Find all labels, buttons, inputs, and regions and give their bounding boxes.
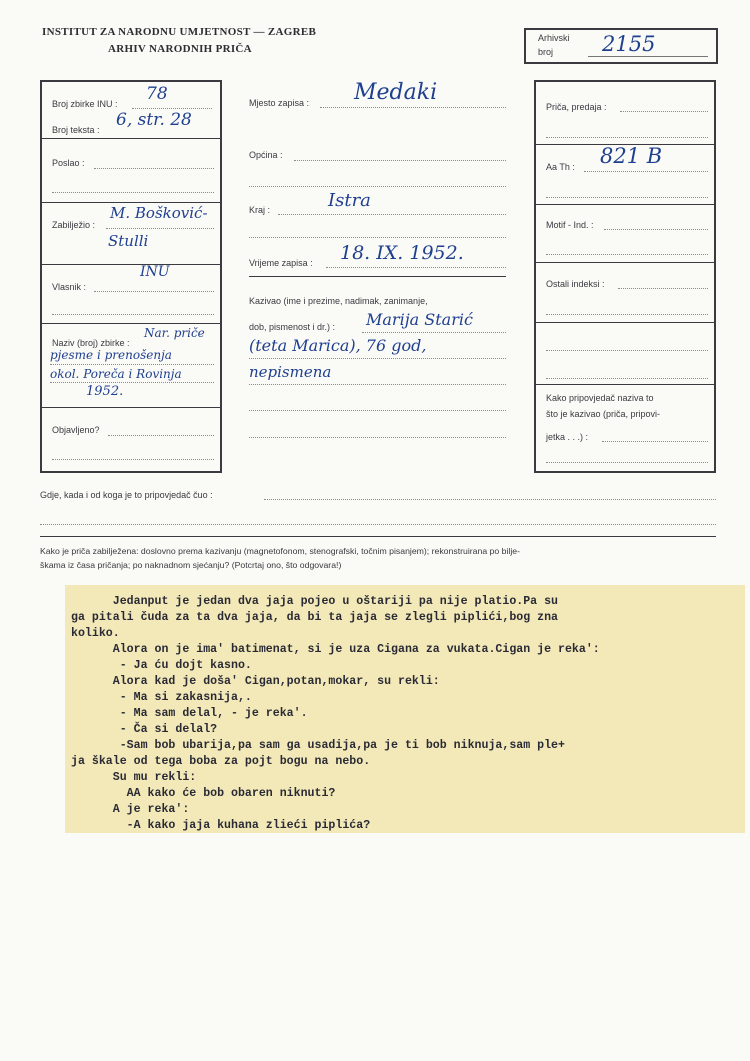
aath-label: Aa Th : xyxy=(546,162,575,172)
dotted-line xyxy=(546,314,708,315)
dotted-line xyxy=(604,229,708,230)
owner-value: INU xyxy=(140,264,170,280)
dotted-line xyxy=(94,291,214,292)
date-value: 18. IX. 1952. xyxy=(340,242,464,264)
narrator-term-label-2: što je kazivao (priča, pripovi- xyxy=(546,409,661,419)
dotted-line xyxy=(249,186,506,187)
dotted-line xyxy=(52,314,214,315)
dotted-line xyxy=(249,410,506,411)
date-label: Vrijeme zapisa : xyxy=(249,258,313,268)
dotted-line xyxy=(249,384,506,385)
story-line: AA kako će bob obaren niknuti? xyxy=(71,787,336,800)
archive-number-label-2: broj xyxy=(538,47,554,57)
dotted-line xyxy=(278,214,506,215)
divider xyxy=(536,322,714,323)
story-line: - Ma si zakasnija,. xyxy=(71,691,252,704)
dotted-line xyxy=(50,364,214,365)
dotted-line xyxy=(584,171,708,172)
dotted-line xyxy=(108,435,214,436)
where-heard-label: Gdje, kada i od koga je to pripovjedač čuo : xyxy=(40,490,213,500)
dotted-line xyxy=(546,350,708,351)
collection-inu-value: 78 xyxy=(146,84,168,104)
story-line: - Ja ću dojt kasno. xyxy=(71,659,252,672)
divider xyxy=(536,262,714,263)
dotted-line xyxy=(52,192,214,193)
collection-inu-label: Broj zbirke INU : xyxy=(52,99,118,109)
text-number-value: 6, str. 28 xyxy=(116,110,192,130)
motif-index-label: Motif - Ind. : xyxy=(546,220,594,230)
dotted-line xyxy=(40,524,716,525)
dotted-line xyxy=(249,358,506,359)
dotted-line xyxy=(94,168,214,169)
dotted-line xyxy=(546,462,708,463)
owner-label: Vlasnik : xyxy=(52,282,87,292)
story-line: -Sam bob ubarija,pa sam ga usadija,pa je ti bob niknuja,sam ple+ xyxy=(71,739,565,752)
archive-number-value: 2155 xyxy=(602,32,656,56)
narrator-label-1: Kazivao (ime i prezime, nadimak, zanimanje, xyxy=(249,296,428,306)
place-label: Mjesto zapisa : xyxy=(249,98,310,108)
story-line: Su mu rekli: xyxy=(71,771,197,784)
recorded-by-label: Zabilježio : xyxy=(52,220,96,230)
text-number-label: Broj teksta : xyxy=(52,125,100,135)
story-line: koliko. xyxy=(71,627,120,640)
dotted-line xyxy=(50,382,214,383)
story-line: ja škale od tega boba za pojt bogu na nebo. xyxy=(71,755,371,768)
dotted-line xyxy=(320,107,506,108)
dotted-line xyxy=(546,197,708,198)
story-line: ga pitali čuda za ta dva jaja, da bi ta jaja se zlegli piplići,bog zna xyxy=(71,611,559,624)
sent-by-label: Poslao : xyxy=(52,158,85,168)
institute-title: INSTITUT ZA NARODNU UMJETNOST — ZAGREB xyxy=(42,26,317,38)
dotted-line xyxy=(546,378,708,379)
dotted-line xyxy=(249,237,506,238)
how-recorded-text-1: Kako je priča zabilježena: doslovno prema kazivanju (magnetofonom, stenografski, točnim pisanjem); rekonstruirana po bilje- xyxy=(40,546,520,556)
collection-name-label: Naziv (broj) zbirke : xyxy=(52,338,130,348)
dotted-line xyxy=(264,499,716,500)
story-line: Alora on je ima' batimenat, si je uza Cigana za vukata.Cigan je reka': xyxy=(71,643,600,656)
story-line: - Ča si delal? xyxy=(71,723,218,736)
divider xyxy=(536,384,714,385)
narrator-line-1: Marija Starić xyxy=(366,310,473,329)
story-line: - Ma sam delal, - je reka'. xyxy=(71,707,308,720)
dotted-line xyxy=(326,267,506,268)
other-indexes-label: Ostali indeksi : xyxy=(546,279,605,289)
place-value: Medaki xyxy=(354,80,438,105)
narrator-label-2: dob, pismenost i dr.) : xyxy=(249,322,336,332)
dotted-line xyxy=(106,228,214,229)
recorded-by-line-2: Stulli xyxy=(108,232,149,250)
middle-info-section xyxy=(222,80,534,473)
dotted-line xyxy=(546,254,708,255)
region-label: Kraj : xyxy=(249,205,271,215)
dotted-line xyxy=(602,441,708,442)
collection-name-line-4: 1952. xyxy=(86,384,124,399)
archive-number-box xyxy=(524,28,718,64)
dotted-line xyxy=(620,111,708,112)
typed-story-slip xyxy=(65,585,745,833)
dotted-line xyxy=(132,108,212,109)
right-info-box xyxy=(534,80,716,473)
how-recorded-text-2: škama iz časa pričanja; po naknadnom sjećanju? (Potcrtaj ono, što odgovara!) xyxy=(40,560,342,570)
story-line: A je reka': xyxy=(71,803,190,816)
dotted-line xyxy=(362,332,506,333)
aath-value: 821 B xyxy=(600,144,663,168)
published-label: Objavljeno? xyxy=(52,425,100,435)
narrator-term-label-1: Kako pripovjedač naziva to xyxy=(546,393,654,403)
dotted-line xyxy=(546,137,708,138)
story-line: -A kako jaja kuhana zlieći piplića? xyxy=(71,819,371,832)
narrator-term-label-3: jetka . . .) : xyxy=(546,432,589,442)
divider xyxy=(42,202,220,203)
collection-name-line-3: okol. Poreča i Rovinja xyxy=(50,367,182,381)
divider xyxy=(42,264,220,265)
divider xyxy=(42,138,220,139)
archive-number-line xyxy=(588,56,708,57)
story-line: Alora kad je doša' Cigan,potan,mokar, su rekli: xyxy=(71,675,440,688)
narrator-line-3: nepismena xyxy=(249,363,332,381)
region-value: Istra xyxy=(328,190,371,211)
dotted-line xyxy=(618,288,708,289)
archive-title: ARHIV NARODNIH PRIČA xyxy=(108,43,252,55)
story-type-label: Priča, predaja : xyxy=(546,102,607,112)
recorded-by-line-1: M. Bošković- xyxy=(110,204,208,222)
dotted-line xyxy=(294,160,506,161)
collection-name-line-2: pjesme i prenošenja xyxy=(50,348,172,362)
dotted-line xyxy=(249,437,506,438)
divider xyxy=(42,323,220,324)
divider xyxy=(536,204,714,205)
story-line: Jedanput je jedan dva jaja pojeo u oštariji pa nije platio.Pa su xyxy=(71,595,559,608)
dotted-line xyxy=(52,459,214,460)
divider xyxy=(42,407,220,408)
divider xyxy=(249,276,506,277)
archive-number-label-1: Arhivski xyxy=(538,33,570,43)
municipality-label: Općina : xyxy=(249,150,283,160)
narrator-line-2: (teta Marica), 76 god, xyxy=(249,336,427,355)
left-info-box xyxy=(40,80,222,473)
collection-name-line-1: Nar. priče xyxy=(144,326,205,340)
divider xyxy=(40,536,716,537)
